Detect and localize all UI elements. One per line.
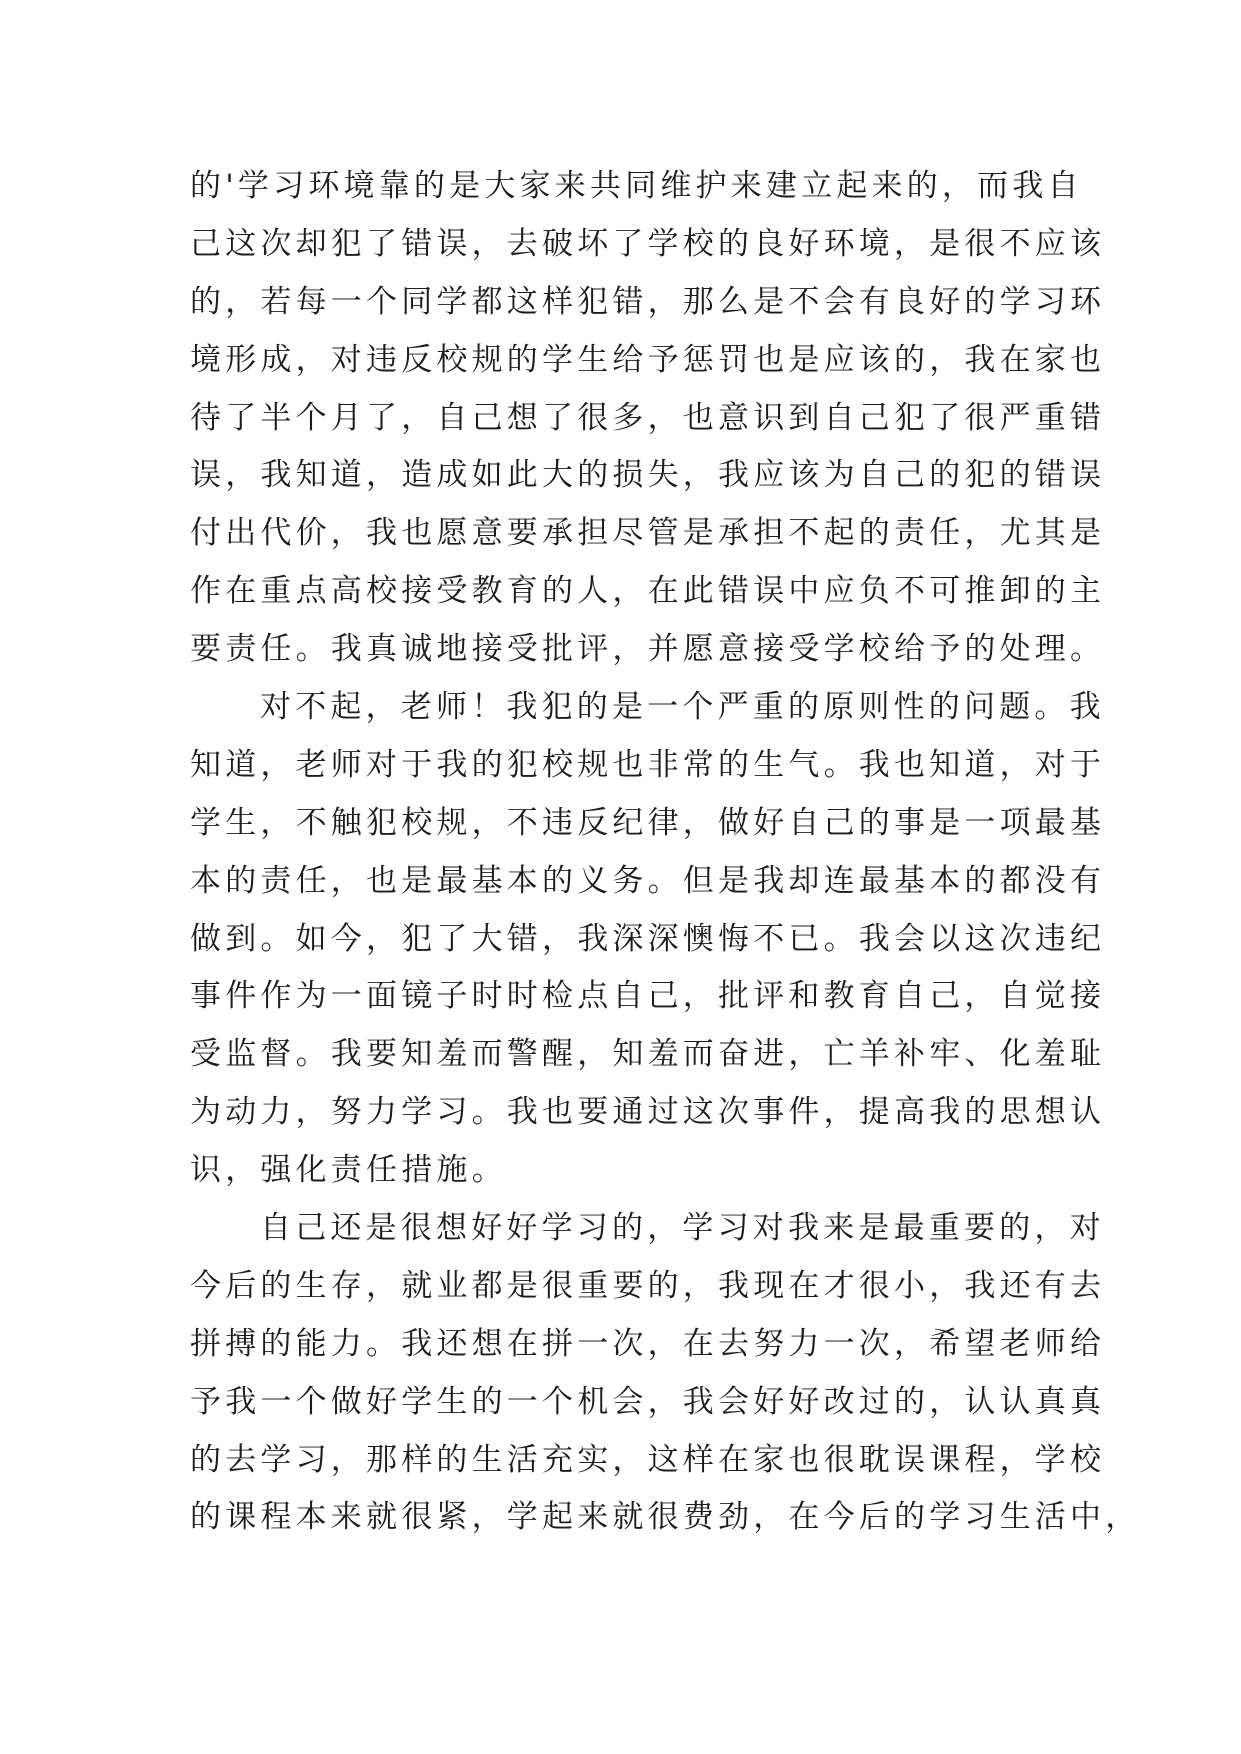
text-line: 的去学习，那样的生活充实，这样在家也很耽误课程，学校 (190, 1441, 1106, 1478)
text-line: 学生，不触犯校规，不违反纪律，做好自己的事是一项最基 (190, 804, 1106, 841)
text-line: 事件作为一面镜子时时检点自己，批评和教育自己，自觉接 (190, 978, 1106, 1015)
paragraph-first-line: 自己还是很想好好学习的，学习对我来是最重要的，对 (260, 1210, 1105, 1247)
text-line: 的课程本来就很紧，学起来就很费劲，在今后的学习生活中， (190, 1499, 1141, 1536)
paragraph-first-line: 对不起，老师！我犯的是一个严重的原则性的问题。我 (260, 689, 1105, 726)
text-line: 做到。如今，犯了大错，我深深懊悔不已。我会以这次违纪 (190, 920, 1106, 957)
body-text (190, 158, 1141, 1547)
text-line: 境形成，对违反校规的学生给予惩罚也是应该的，我在家也 (190, 341, 1106, 378)
text-line: 作在重点高校接受教育的人，在此错误中应负不可推卸的主 (190, 573, 1106, 610)
text-line: 要责任。我真诚地接受批评，并愿意接受学校给予的处理。 (190, 631, 1106, 668)
text-line: 付出代价，我也愿意要承担尽管是承担不起的责任，尤其是 (190, 515, 1106, 552)
text-line: 待了半个月了，自己想了很多，也意识到自己犯了很严重错 (190, 399, 1106, 436)
text-line: 己这次却犯了错误，去破坏了学校的良好环境，是很不应该 (190, 225, 1106, 262)
text-line: 知道，老师对于我的犯校规也非常的生气。我也知道，对于 (190, 746, 1106, 783)
text-line: 本的责任，也是最基本的义务。但是我却连最基本的都没有 (190, 862, 1106, 899)
text-line: 的，若每一个同学都这样犯错，那么是不会有良好的学习环 (190, 283, 1106, 320)
text-line: 今后的生存，就业都是很重要的，我现在才很小，我还有去 (190, 1267, 1106, 1304)
text-line: 拼搏的能力。我还想在拼一次，在去努力一次，希望老师给 (190, 1325, 1106, 1362)
text-line: 受监督。我要知羞而警醒，知羞而奋进，亡羊补牢、化羞耻 (190, 1036, 1106, 1073)
text-line: 为动力，努力学习。我也要通过这次事件，提高我的思想认 (190, 1094, 1106, 1131)
text-line: 误，我知道，造成如此大的损失，我应该为自己的犯的错误 (190, 457, 1106, 494)
text-line: 予我一个做好学生的一个机会，我会好好改过的，认认真真 (190, 1383, 1106, 1420)
text-line: 的'学习环境靠的是大家来共同维护来建立起来的，而我自 (190, 168, 1083, 204)
text-line: 识，强化责任措施。 (190, 1152, 507, 1189)
